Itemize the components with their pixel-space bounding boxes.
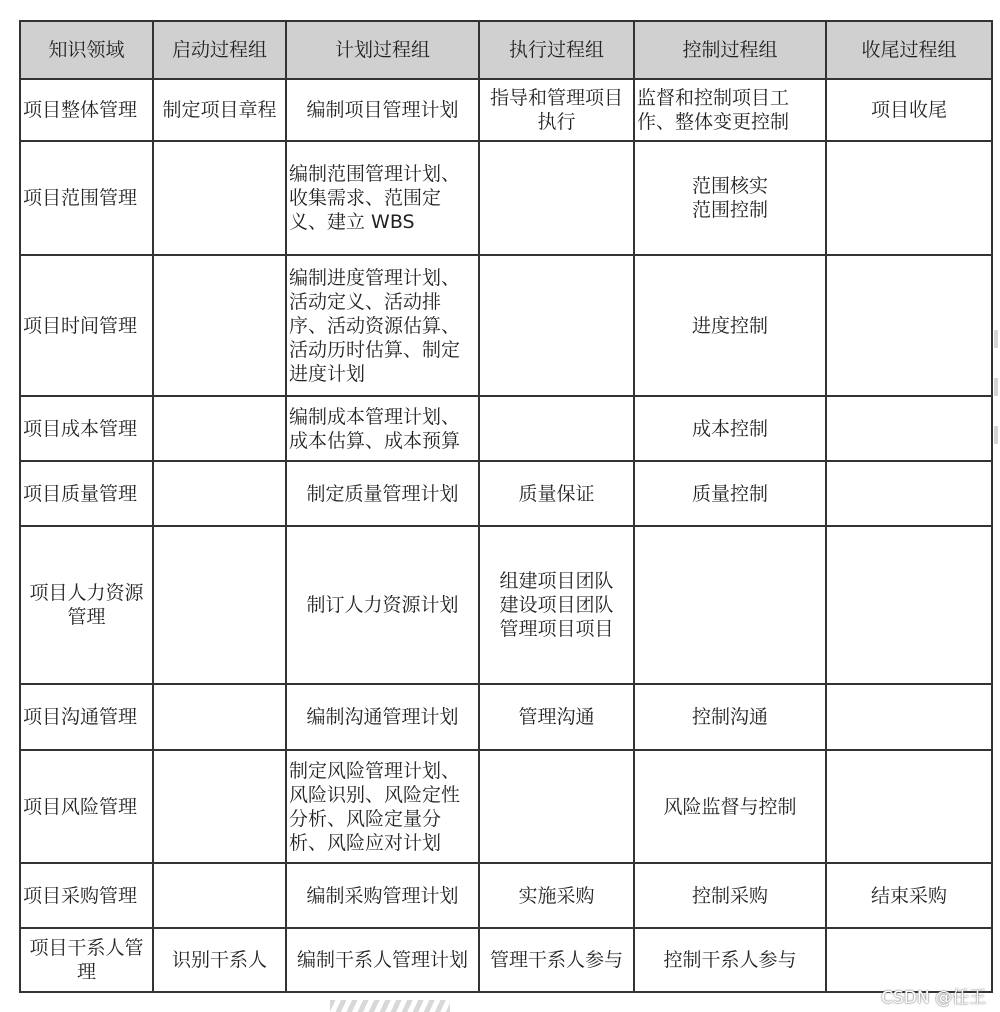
initiating-cell: [153, 684, 286, 750]
knowledge-area-cell: 项目时间管理: [20, 255, 153, 396]
executing-cell: [479, 750, 634, 863]
table-row: [20, 750, 992, 863]
header-planning: 计划过程组: [286, 21, 479, 79]
executing-cell: [479, 255, 634, 396]
controlling-cell: [634, 526, 826, 684]
executing-cell: 实施采购: [479, 863, 634, 928]
closing-cell: [826, 396, 992, 461]
header-closing: 收尾过程组: [826, 21, 992, 79]
planning-cell: 编制项目管理计划: [286, 79, 479, 141]
closing-cell: [826, 526, 992, 684]
controlling-cell: 进度控制: [634, 255, 826, 396]
initiating-cell: [153, 750, 286, 863]
closing-cell: [826, 750, 992, 863]
table-row: [20, 461, 992, 526]
controlling-cell: 监督和控制项目工作、整体变更控制: [634, 79, 826, 141]
executing-cell: [479, 396, 634, 461]
controlling-cell: 控制沟通: [634, 684, 826, 750]
knowledge-area-cell: 项目质量管理: [20, 461, 153, 526]
initiating-cell: [153, 863, 286, 928]
table-row: [20, 255, 992, 396]
executing-cell: 管理沟通: [479, 684, 634, 750]
closing-cell: [826, 461, 992, 526]
initiating-cell: 制定项目章程: [153, 79, 286, 141]
table-row: [20, 526, 992, 684]
edge-mark: [994, 378, 998, 396]
planning-cell: 编制干系人管理计划: [286, 928, 479, 992]
initiating-cell: [153, 461, 286, 526]
executing-cell: 质量保证: [479, 461, 634, 526]
planning-cell: 制定风险管理计划、风险识别、风险定性分析、风险定量分析、风险应对计划: [286, 750, 479, 863]
knowledge-area-cell: 项目采购管理: [20, 863, 153, 928]
knowledge-area-cell: 项目沟通管理: [20, 684, 153, 750]
controlling-cell: 控制干系人参与: [634, 928, 826, 992]
executing-cell: 管理干系人参与: [479, 928, 634, 992]
table-row: [20, 863, 992, 928]
controlling-cell: 成本控制: [634, 396, 826, 461]
executing-cell: 组建项目团队 建设项目团队 管理项目项目: [479, 526, 634, 684]
planning-cell: 编制进度管理计划、活动定义、活动排序、活动资源估算、活动历时估算、制定进度计划: [286, 255, 479, 396]
table-row: [20, 928, 992, 992]
planning-cell: 编制沟通管理计划: [286, 684, 479, 750]
executing-cell: [479, 141, 634, 255]
planning-cell: 制订人力资源计划: [286, 526, 479, 684]
header-row: [20, 21, 992, 79]
cropped-text-fragment: [40, 0, 860, 8]
initiating-cell: [153, 396, 286, 461]
planning-cell: 编制范围管理计划、收集需求、范围定义、建立 WBS: [286, 141, 479, 255]
initiating-cell: 识别干系人: [153, 928, 286, 992]
controlling-cell: 质量控制: [634, 461, 826, 526]
controlling-cell: 控制采购: [634, 863, 826, 928]
knowledge-area-cell: 项目风险管理: [20, 750, 153, 863]
closing-cell: 结束采购: [826, 863, 992, 928]
header-executing: 执行过程组: [479, 21, 634, 79]
knowledge-area-cell: 项目整体管理: [20, 79, 153, 141]
planning-cell: 编制采购管理计划: [286, 863, 479, 928]
closing-cell: [826, 141, 992, 255]
initiating-cell: [153, 526, 286, 684]
table-row: [20, 79, 992, 141]
cropped-edge-marks: [994, 330, 1000, 530]
executing-cell: 指导和管理项目执行: [479, 79, 634, 141]
knowledge-area-cell: 项目干系人管理: [20, 928, 153, 992]
controlling-cell: 风险监督与控制: [634, 750, 826, 863]
planning-cell: 制定质量管理计划: [286, 461, 479, 526]
initiating-cell: [153, 141, 286, 255]
csdn-watermark: CSDN @任王: [881, 988, 986, 1008]
closing-cell: [826, 684, 992, 750]
header-initiating: 启动过程组: [153, 21, 286, 79]
edge-mark: [994, 426, 998, 444]
edge-mark: [994, 330, 998, 348]
table-row: [20, 141, 992, 255]
closing-cell: 项目收尾: [826, 79, 992, 141]
initiating-cell: [153, 255, 286, 396]
table-row: [20, 684, 992, 750]
knowledge-area-cell: 项目成本管理: [20, 396, 153, 461]
header-knowledge-area: 知识领域: [20, 21, 153, 79]
table-row: [20, 396, 992, 461]
process-matrix-table: [19, 20, 993, 993]
cropped-bottom-fragment: [330, 1000, 450, 1012]
closing-cell: [826, 255, 992, 396]
knowledge-area-cell: 项目人力资源管理: [20, 526, 153, 684]
controlling-cell: 范围核实 范围控制: [634, 141, 826, 255]
planning-cell: 编制成本管理计划、成本估算、成本预算: [286, 396, 479, 461]
header-controlling: 控制过程组: [634, 21, 826, 79]
knowledge-area-cell: 项目范围管理: [20, 141, 153, 255]
